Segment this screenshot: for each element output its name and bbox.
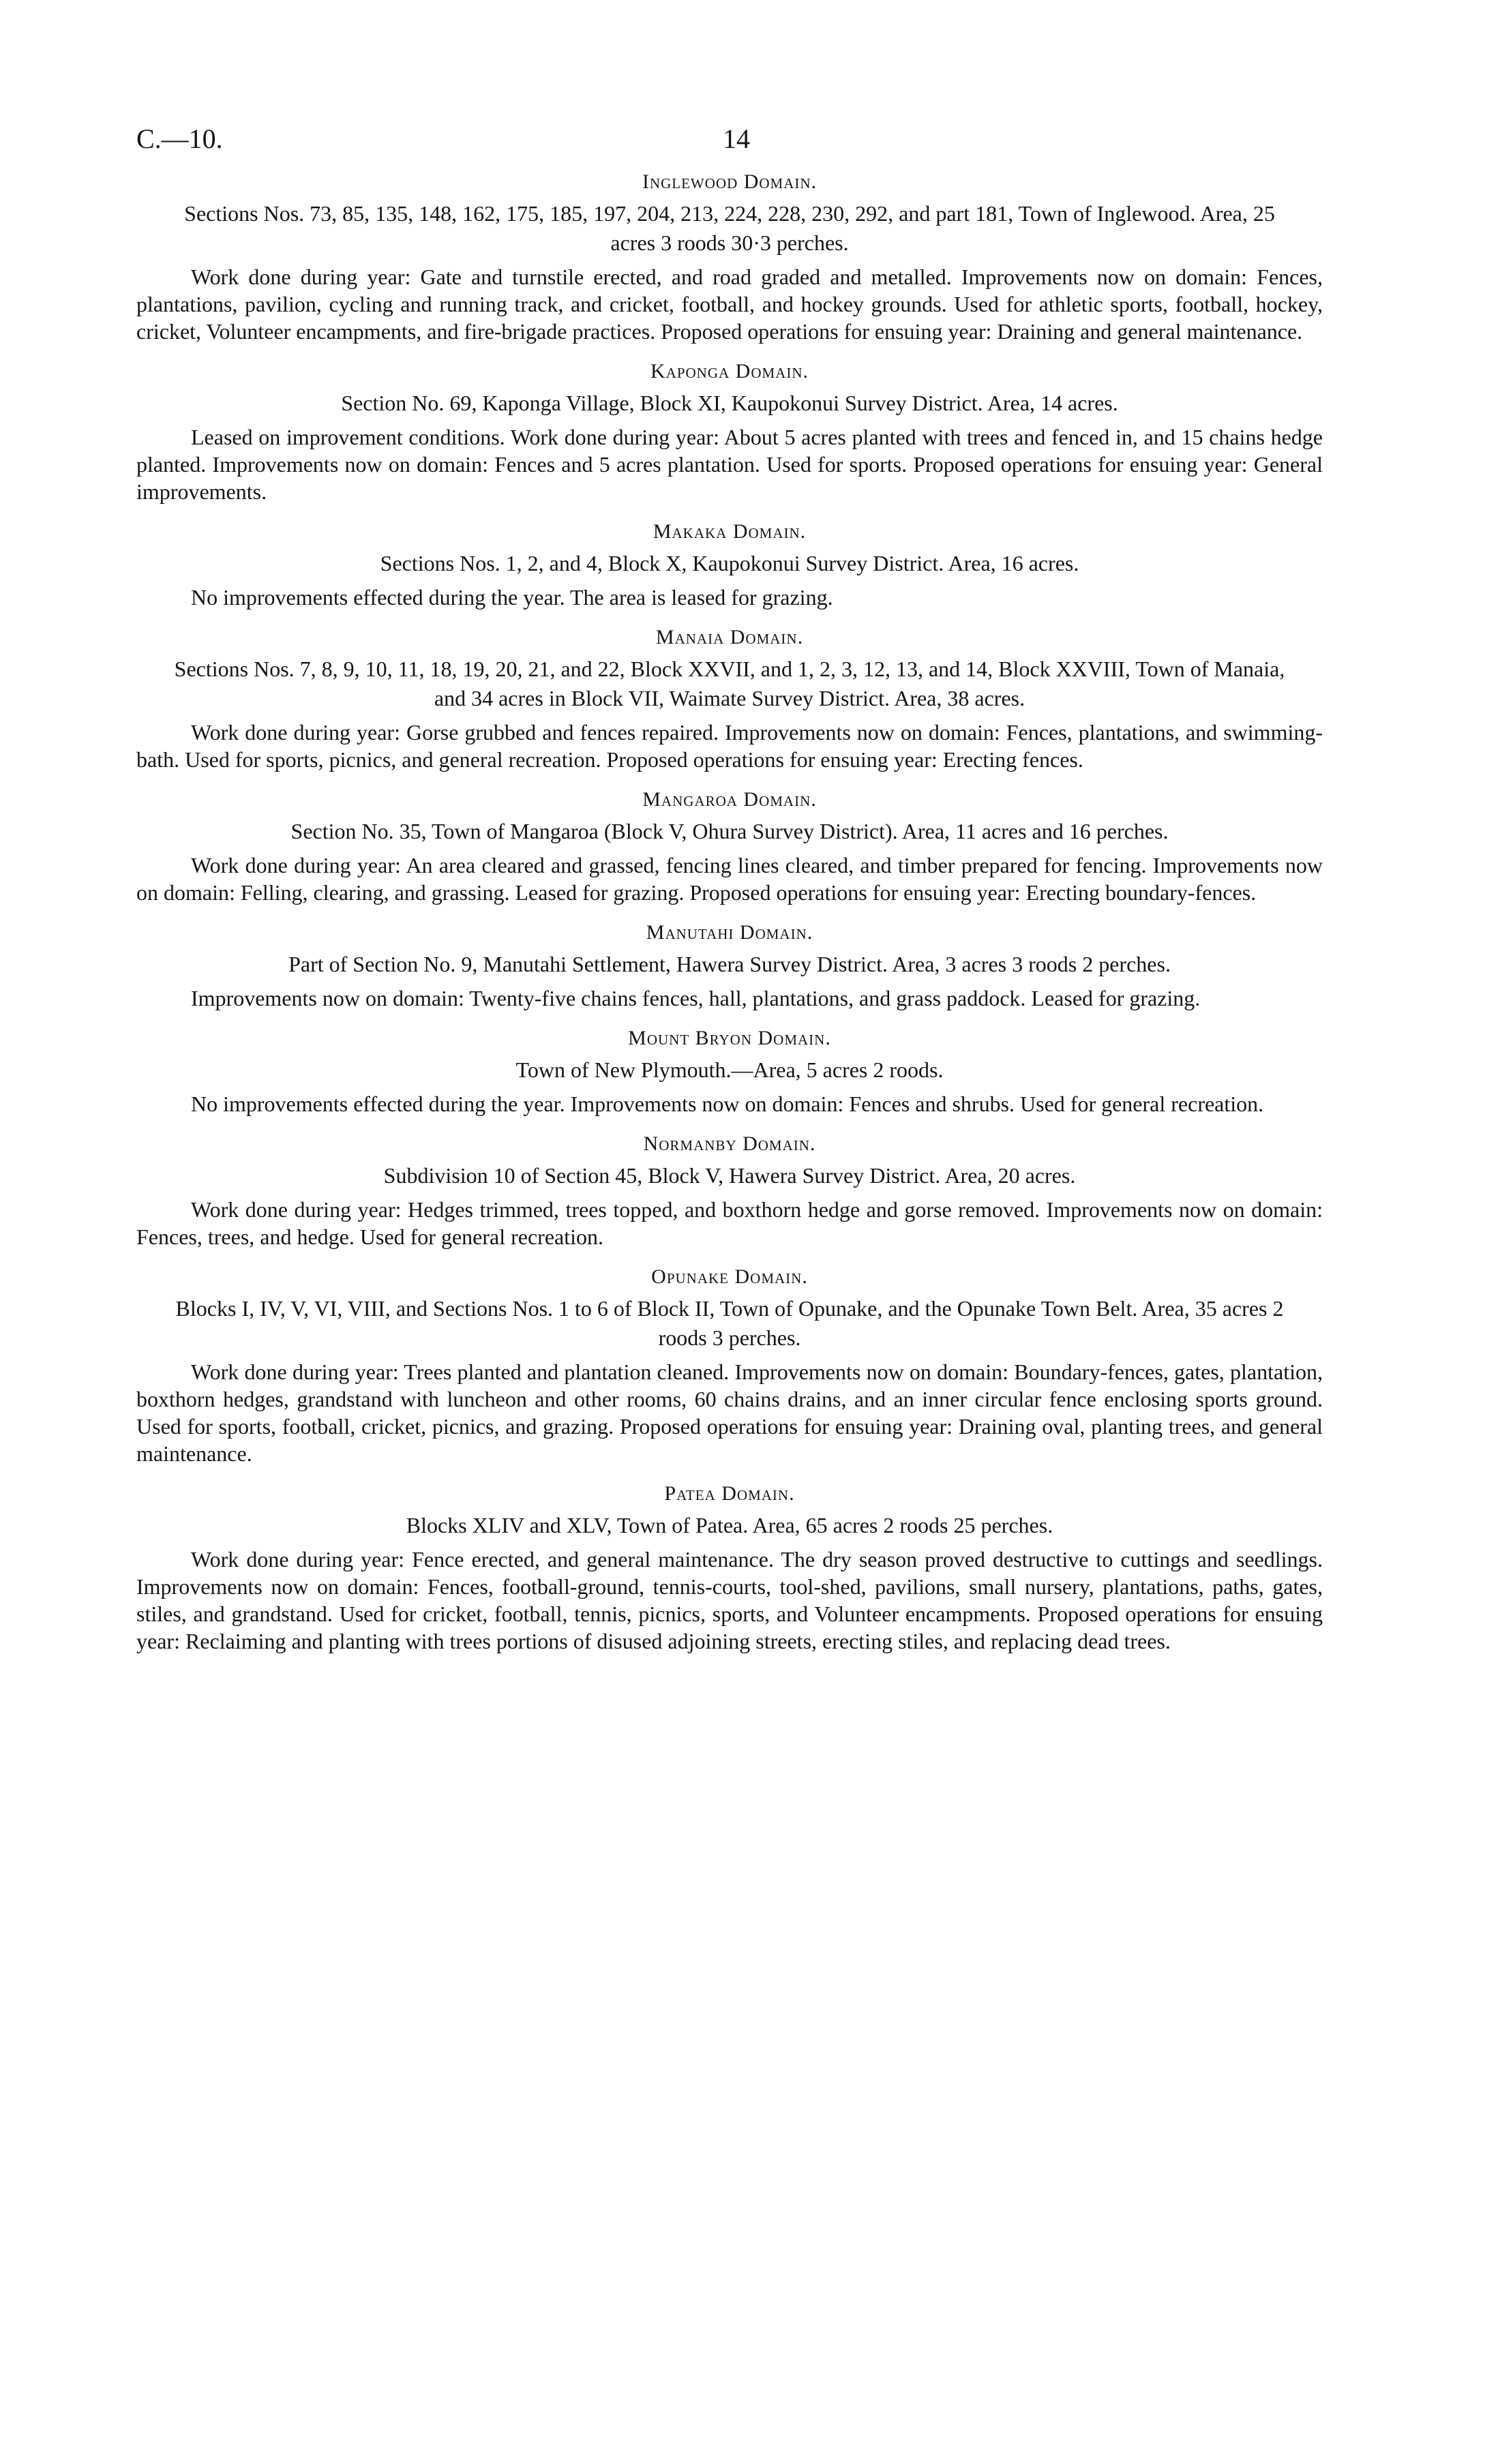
domain-section-mount-bryon (136, 1027, 1323, 1117)
domain-description: Section No. 69, Kaponga Village, Block XI, Kaupokonui Survey District. Area, 14 acres. (341, 391, 1118, 415)
domain-report: Work done during year: Gorse grubbed and fences repaired. Improvements now on domain: Fences, plantations, and swimming-bath. Used for sports, picnics, and general recreation. Proposed operations for ensuing year: Erecting fences. (136, 720, 1323, 772)
domain-section-inglewood (136, 170, 1323, 345)
domain-report: Work done during year: Trees planted and plantation cleaned. Improvements now on domain: Boundary-fences, gates, plantation, boxthorn hedges, grandstand with luncheon and other rooms, 60 chains drains, and an inner circular fence enclosing sports ground. Used for sports, football, cricket, picnics, and grazing. Proposed operations for ensuing year: Draining oval, planting trees, and general maintenance. (136, 1359, 1323, 1466)
domain-title: Manaia Domain. (655, 626, 804, 648)
domain-description: Sections Nos. 1, 2, and 4, Block X, Kaupokonui Survey District. Area, 16 acres. (380, 551, 1079, 575)
domain-section-patea (136, 1482, 1323, 1655)
domain-title: Mangaroa Domain. (642, 788, 817, 811)
domain-description: Part of Section No. 9, Manutahi Settlement, Hawera Survey District. Area, 3 acres 3 roods 2 perches. (288, 952, 1171, 976)
domain-section-kaponga (136, 360, 1323, 505)
page-header (136, 123, 1323, 170)
domain-section-makaka (136, 520, 1323, 611)
domain-title: Normanby Domain. (643, 1132, 816, 1155)
domain-report: Improvements now on domain: Twenty-five chains fences, hall, plantations, and grass paddock. Leased for grazing. (191, 986, 1201, 1010)
domain-title: Opunake Domain. (651, 1265, 808, 1288)
domain-section-mangaroa (136, 788, 1323, 906)
domain-description: Sections Nos. 7, 8, 9, 10, 11, 18, 19, 20, 21, and 22, Block XXVII, and 1, 2, 3, 12, 13, and 14, Block XXVIII, Town of Manaia, and 34 acres in Block VII, Waimate Survey District. Area, 38 acres. (174, 657, 1285, 710)
domain-description: Blocks I, IV, V, VI, VIII, and Sections Nos. 1 to 6 of Block II, Town of Opunake, and the Opunake Town Belt. Area, 35 acres 2 roods 3 perches. (175, 1296, 1284, 1350)
page-number: 14 (723, 123, 750, 154)
domain-title: Makaka Domain. (653, 520, 807, 543)
domain-report: Work done during year: An area cleared and grassed, fencing lines cleared, and timber prepared for fencing. Improvements now on domain: Felling, clearing, and grassing. Leased for grazing. Proposed operations for ensuing year: Erecting boundary-fences. (136, 853, 1323, 905)
domain-report: Work done during year: Fence erected, and general maintenance. The dry season proved destructive to cuttings and seedlings. Improvements now on domain: Fences, football-ground, tennis-courts, tool-shed, pavilions, small nursery, plantations, paths, gates, stiles, and grandstand. Used for cricket, football, tennis, picnics, sports, and Volunteer encampments. Proposed operations for ensuing year: Reclaiming and planting with trees portions of disused adjoining streets, erecting stiles, and replacing dead trees. (136, 1547, 1323, 1653)
domain-description: Blocks XLIV and XLV, Town of Patea. Area, 65 acres 2 roods 25 perches. (406, 1513, 1053, 1537)
domain-report: No improvements effected during the year. The area is leased for grazing. (191, 585, 833, 610)
domain-title: Kaponga Domain. (650, 360, 809, 382)
domain-section-manutahi (136, 921, 1323, 1012)
domain-title: Patea Domain. (664, 1482, 795, 1505)
domain-title: Inglewood Domain. (642, 170, 818, 193)
domain-section-manaia (136, 626, 1323, 773)
domain-title: Mount Bryon Domain. (628, 1027, 831, 1049)
domain-title: Manutahi Domain. (646, 921, 813, 944)
document-reference: C.—10. (136, 123, 223, 154)
domain-report: No improvements effected during the year. Improvements now on domain: Fences and shrubs. Used for general recreation. (191, 1092, 1264, 1116)
domain-description: Sections Nos. 73, 85, 135, 148, 162, 175, 185, 197, 204, 213, 224, 228, 230, 292, and part 181, Town of Inglewood. Area, 25 acres 3 roods 30·3 perches. (184, 201, 1275, 255)
document-page (136, 123, 1323, 1655)
domain-section-opunake (136, 1265, 1323, 1467)
domain-report: Work done during year: Gate and turnstile erected, and road graded and metalled. Improvements now on domain: Fences, plantations, pavilion, cycling and running track, and cricket, football, and hockey grounds. Used for athletic sports, football, hockey, cricket, Volunteer encampments, and fire-brigade practices. Proposed operations for ensuing year: Draining and general maintenance. (136, 265, 1323, 344)
domain-description: Subdivision 10 of Section 45, Block V, Hawera Survey District. Area, 20 acres. (383, 1163, 1076, 1188)
domain-report: Work done during year: Hedges trimmed, trees topped, and boxthorn hedge and gorse removed. Improvements now on domain: Fences, trees, and hedge. Used for general recreation. (136, 1197, 1323, 1249)
domain-description: Section No. 35, Town of Mangaroa (Block V, Ohura Survey District). Area, 11 acres and 16 perches. (290, 819, 1169, 843)
domain-section-normanby (136, 1132, 1323, 1250)
domain-report: Leased on improvement conditions. Work done during year: About 5 acres planted with trees and fenced in, and 15 chains hedge planted. Improvements now on domain: Fences and 5 acres plantation. Used for sports. Proposed operations for ensuing year: General improvements. (136, 425, 1323, 504)
domain-description: Town of New Plymouth.—Area, 5 acres 2 roods. (515, 1057, 944, 1082)
